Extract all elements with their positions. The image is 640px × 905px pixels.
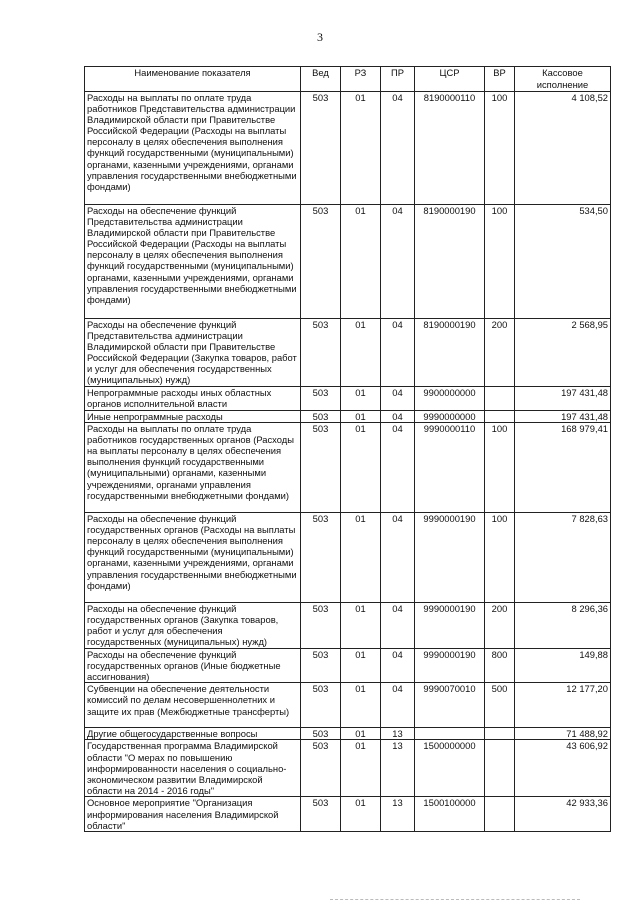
row-csr: 9990000000 (415, 411, 485, 423)
row-name: Расходы на обеспечение функций Представительства администрации Владимирской области при Правительстве Российской Федерации (Расходы на выплаты персоналу в целях обеспечения выполнения функций государственными (муниципальными) органами, казенными учреждениями, органами управления государственными внебюджетными фондами) (85, 205, 301, 319)
scan-artifact-line (330, 899, 580, 901)
row-vr: 200 (485, 603, 515, 649)
table-row (85, 797, 611, 831)
row-vr (485, 728, 515, 740)
row-vr (485, 411, 515, 423)
row-vr (485, 797, 515, 831)
row-rz: 01 (341, 92, 381, 205)
row-vr: 100 (485, 205, 515, 319)
row-name: Государственная программа Владимирской области "О мерах по повышению информированности населения о социально-экономическом развитии Владимирской области на 2014 - 2016 годы" (85, 740, 301, 797)
table-row (85, 649, 611, 683)
row-pr: 04 (381, 513, 415, 603)
row-rz: 01 (341, 797, 381, 831)
row-pr: 13 (381, 728, 415, 740)
table-row (85, 728, 611, 740)
row-sum: 197 431,48 (515, 411, 611, 423)
row-pr: 04 (381, 205, 415, 319)
row-sum: 42 933,36 (515, 797, 611, 831)
row-ved: 503 (301, 603, 341, 649)
row-sum: 12 177,20 (515, 683, 611, 728)
row-csr: 8190000190 (415, 319, 485, 387)
table-row (85, 423, 611, 513)
row-sum: 149,88 (515, 649, 611, 683)
row-csr: 9990000190 (415, 603, 485, 649)
row-rz: 01 (341, 387, 381, 411)
row-rz: 01 (341, 319, 381, 387)
table-row (85, 411, 611, 423)
row-name: Расходы на выплаты по оплате труда работников государственных органов (Расходы на выплаты персоналу в целях обеспечения выполнения функций государственными (муниципальными) органами, казенными учреждениями, органами управления государственными внебюджетными фондами) (85, 423, 301, 513)
table-row (85, 513, 611, 603)
row-pr: 04 (381, 649, 415, 683)
table-row (85, 683, 611, 728)
row-rz: 01 (341, 740, 381, 797)
row-pr: 04 (381, 319, 415, 387)
header-vr: ВР (485, 67, 515, 92)
row-csr: 1500000000 (415, 740, 485, 797)
row-vr: 100 (485, 513, 515, 603)
row-sum: 4 108,52 (515, 92, 611, 205)
row-pr: 13 (381, 797, 415, 831)
header-name: Наименование показателя (85, 67, 301, 92)
header-rz: РЗ (341, 67, 381, 92)
row-name: Субвенции на обеспечение деятельности комиссий по делам несовершеннолетних и защите их прав (Межбюджетные трансферты) (85, 683, 301, 728)
row-vr: 100 (485, 423, 515, 513)
row-rz: 01 (341, 603, 381, 649)
row-vr: 200 (485, 319, 515, 387)
row-vr: 500 (485, 683, 515, 728)
row-ved: 503 (301, 649, 341, 683)
row-vr (485, 740, 515, 797)
row-name: Расходы на обеспечение функций государственных органов (Расходы на выплаты персоналу в целях обеспечения выполнения функций государственными (муниципальными) органами, казенными учреждениями, органами управления государственными внебюджетными фондами) (85, 513, 301, 603)
row-name: Расходы на обеспечение функций Представительства администрации Владимирской области при Правительстве Российской Федерации (Закупка товаров, работ и услуг для обеспечения государственных (муниципальных) нужд) (85, 319, 301, 387)
row-ved: 503 (301, 423, 341, 513)
row-pr: 04 (381, 603, 415, 649)
row-sum: 71 488,92 (515, 728, 611, 740)
row-rz: 01 (341, 649, 381, 683)
row-sum: 8 296,36 (515, 603, 611, 649)
row-csr: 1500100000 (415, 797, 485, 831)
table-row (85, 319, 611, 387)
row-name: Расходы на выплаты по оплате труда работников Представительства администрации Владимирской области при Правительстве Российской Федерации (Расходы на выплаты персоналу в целях обеспечения выполнения функций государственными (муниципальными) органами, казенными учреждениями, органами управления государственными внебюджетными фондами) (85, 92, 301, 205)
row-ved: 503 (301, 411, 341, 423)
row-sum: 197 431,48 (515, 387, 611, 411)
row-pr: 13 (381, 740, 415, 797)
row-csr: 8190000190 (415, 205, 485, 319)
row-rz: 01 (341, 728, 381, 740)
row-name: Основное мероприятие "Организация информирования населения Владимирской области" (85, 797, 301, 831)
row-csr: 9900000000 (415, 387, 485, 411)
row-vr (485, 387, 515, 411)
budget-table (84, 66, 611, 832)
row-rz: 01 (341, 683, 381, 728)
table-row (85, 387, 611, 411)
header-row (85, 67, 611, 92)
row-vr: 100 (485, 92, 515, 205)
row-pr: 04 (381, 411, 415, 423)
header-csr: ЦСР (415, 67, 485, 92)
row-pr: 04 (381, 387, 415, 411)
row-ved: 503 (301, 319, 341, 387)
row-ved: 503 (301, 513, 341, 603)
row-ved: 503 (301, 728, 341, 740)
row-name: Иные непрограммные расходы (85, 411, 301, 423)
row-ved: 503 (301, 205, 341, 319)
row-vr: 800 (485, 649, 515, 683)
row-rz: 01 (341, 423, 381, 513)
row-name: Расходы на обеспечение функций государственных органов (Иные бюджетные ассигнования) (85, 649, 301, 683)
row-ved: 503 (301, 797, 341, 831)
header-sum: Кассовое исполнение (515, 67, 611, 92)
table-row (85, 603, 611, 649)
row-csr: 9990000190 (415, 513, 485, 603)
row-sum: 2 568,95 (515, 319, 611, 387)
table-row (85, 205, 611, 319)
header-pr: ПР (381, 67, 415, 92)
row-rz: 01 (341, 513, 381, 603)
row-csr (415, 728, 485, 740)
row-pr: 04 (381, 683, 415, 728)
table-row (85, 92, 611, 205)
row-rz: 01 (341, 411, 381, 423)
row-sum: 168 979,41 (515, 423, 611, 513)
row-name: Расходы на обеспечение функций государственных органов (Закупка товаров, работ и услуг для обеспечения государственных (муниципальных) нужд) (85, 603, 301, 649)
row-pr: 04 (381, 423, 415, 513)
row-rz: 01 (341, 205, 381, 319)
row-csr: 9990000190 (415, 649, 485, 683)
header-ved: Вед (301, 67, 341, 92)
page-number: 3 (317, 30, 323, 44)
row-csr: 8190000110 (415, 92, 485, 205)
row-sum: 534,50 (515, 205, 611, 319)
row-name: Непрограммные расходы иных областных органов исполнительной власти (85, 387, 301, 411)
row-ved: 503 (301, 92, 341, 205)
table-row (85, 740, 611, 797)
row-sum: 7 828,63 (515, 513, 611, 603)
row-ved: 503 (301, 387, 341, 411)
row-sum: 43 606,92 (515, 740, 611, 797)
row-pr: 04 (381, 92, 415, 205)
row-csr: 9990000110 (415, 423, 485, 513)
row-name: Другие общегосударственные вопросы (85, 728, 301, 740)
row-csr: 9990070010 (415, 683, 485, 728)
row-ved: 503 (301, 740, 341, 797)
row-ved: 503 (301, 683, 341, 728)
